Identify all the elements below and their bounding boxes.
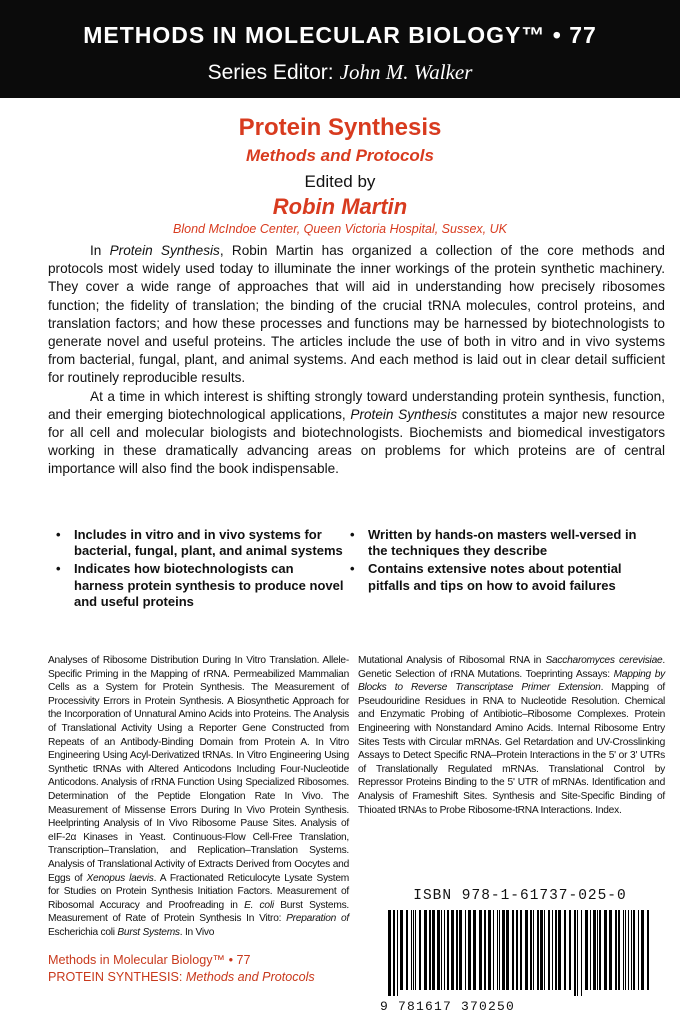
- barcode-bar: [641, 910, 644, 990]
- barcode-bar: [615, 910, 617, 990]
- barcode-digits: 9 781617 370250: [380, 999, 516, 1014]
- feature-bullet: • Indicates how biotechnologists can harness protein synthesis to produce novel and useful proteins: [56, 561, 344, 609]
- barcode-bar: [424, 910, 427, 990]
- barcode-bar: [599, 910, 601, 990]
- barcode-bar: [406, 910, 408, 990]
- book-description: [48, 242, 665, 479]
- barcode-bar: [618, 910, 620, 990]
- barcode-bar: [415, 910, 416, 990]
- barcode-bar: [590, 910, 591, 990]
- book-title: Protein Synthesis: [238, 114, 442, 141]
- bullet-icon: •: [56, 561, 61, 577]
- bullet-icon: •: [350, 561, 355, 577]
- barcode-bar: [520, 910, 522, 990]
- barcode-bar: [493, 910, 494, 990]
- barcode-bar: [625, 910, 626, 990]
- barcode-bar: [473, 910, 476, 990]
- barcode-bar: [552, 910, 553, 990]
- barcode-bar: [459, 910, 462, 990]
- barcode-bar: [638, 910, 639, 990]
- series-editor: [0, 60, 680, 85]
- barcode-bar: [447, 910, 449, 990]
- barcode-bar: [400, 910, 403, 990]
- barcode-bar: [411, 910, 412, 990]
- barcode-bar: [484, 910, 486, 990]
- barcode-bar: [397, 910, 398, 996]
- description-paragraph: At a time in which interest is shifting strongly toward understanding protein synthesis, function, and their emerging biotechnological applications, Protein Synthesis constitutes a major new resource for all cell and molecular biologists and biotechnologists. Biochemists and biomedical investigators working in these dramatically advancing areas on problems for which proteins are of central importance will also find the book indispensable.: [48, 388, 665, 477]
- barcode-bar: [441, 910, 442, 990]
- barcode-bar: [647, 910, 649, 990]
- barcode-bar: [533, 910, 534, 990]
- footer-title-line: PROTEIN SYNTHESIS: Methods and Protocols: [48, 970, 315, 984]
- barcode-bar: [479, 910, 482, 990]
- feature-bullet: • Written by hands-on masters well-versed in the techniques they describe: [350, 527, 637, 559]
- barcode-bar: [597, 910, 598, 990]
- contents-column-right: Mutational Analysis of Ribosomal RNA in Saccharomyces cerevisiae. Genetic Selection of rRNA Mutations. Toeprinting Assays: Mapping by Blocks to Reverse Transcriptase Primer Extension. Mapping of Pseudouridine Residues in RNA to Nucleotide Resolution. Chemical and Enzymatic Probing of Antibiotic–Ribosome Complexes. Protein Engineering with Nonstandard Amino Acids. Internal Ribosome Entry Sites Tests with Circular mRNAs. Gel Retardation and UV-Crosslinking Assays to Detect Specific RNA–Protein Interactions in the 5' or 3' UTRs of Translationally Regulated mRNAs. Translational Control by Repressor Proteins Binding to the 5' UTR of mRNAs. Identification and Analysis of Frameshift Sites. Synthesis and Site-Specific Binding of Thioated tRNAs to Probe Ribosome-tRNA Interactions. Index.: [358, 655, 666, 816]
- author-affiliation: Blond McIndoe Center, Queen Victoria Hospital, Sussex, UK: [173, 222, 507, 236]
- footer-series-line: Methods in Molecular Biology™ • 77: [48, 953, 251, 967]
- feature-list-right: [350, 527, 650, 596]
- barcode-bar: [628, 910, 629, 990]
- barcode-bar: [444, 910, 445, 990]
- barcode-bar: [581, 910, 582, 996]
- barcode-bar: [388, 910, 391, 996]
- barcode-bar: [558, 910, 561, 990]
- barcode-bar: [623, 910, 624, 990]
- barcode-bar: [525, 910, 528, 990]
- feature-list-left: [56, 527, 346, 612]
- barcode-bar: [537, 910, 539, 990]
- barcode-bar: [530, 910, 532, 990]
- barcode-bar: [516, 910, 518, 990]
- barcode-bar: [437, 910, 440, 990]
- barcode-bar: [506, 910, 509, 990]
- series-editor-name: John M. Walker: [339, 60, 473, 84]
- series-title: METHODS IN MOLECULAR BIOLOGY™ • 77: [83, 22, 597, 48]
- barcode-bar: [555, 910, 557, 990]
- barcode-bar: [451, 910, 454, 990]
- series-editor-label: Series Editor:: [207, 61, 334, 84]
- barcode-icon: [386, 910, 652, 996]
- barcode-bar: [604, 910, 607, 990]
- barcode-bar: [419, 910, 421, 990]
- barcode-bar: [499, 910, 500, 990]
- book-subtitle: Methods and Protocols: [246, 146, 434, 165]
- series-banner: [0, 0, 680, 98]
- barcode-bar: [465, 910, 466, 990]
- description-paragraph: In Protein Synthesis, Robin Martin has organized a collection of the core methods and protocols most widely used today to illuminate the inner workings of the protein synthetic machinery. They cover a wide range of approaches that will aid in understanding how precisely ribosomes function; the fidelity of translation; the binding of the crucial tRNA molecules, control proteins, and translation factors; and how these processes and functions may be harnessed by biotechnologists to generate novel and useful proteins. The articles include the use of both in vitro and in vivo systems from bacterial, fungal, plant, and animal systems. And each method is laid out in clear detail sufficient for routinely reproducible results.: [48, 243, 665, 386]
- barcode-bar: [548, 910, 550, 990]
- barcode-bar: [577, 910, 578, 996]
- isbn-label: ISBN 978-1-61737-025-0: [413, 888, 627, 904]
- bullet-icon: •: [56, 527, 61, 542]
- barcode-bar: [633, 910, 635, 990]
- bullet-icon: •: [350, 527, 355, 542]
- barcode-bar: [393, 910, 395, 996]
- feature-bullet: • Contains extensive notes about potential pitfalls and tips on how to avoid failures: [350, 561, 622, 593]
- barcode-bar: [564, 910, 566, 990]
- author-name: Robin Martin: [272, 194, 408, 219]
- edited-by-label: Edited by: [304, 172, 376, 191]
- barcode-bar: [593, 910, 596, 990]
- barcode-bar: [512, 910, 514, 990]
- barcode-bar: [574, 910, 576, 996]
- barcode-bar: [468, 910, 471, 990]
- barcode-bar: [631, 910, 632, 990]
- series-footer: [48, 952, 315, 986]
- barcode-bar: [488, 910, 491, 990]
- barcode-bar: [569, 910, 571, 990]
- barcode-bar: [502, 910, 505, 990]
- barcode-bar: [544, 910, 545, 990]
- barcode-bar: [413, 910, 414, 990]
- barcode-bar: [497, 910, 498, 990]
- barcode-bar: [585, 910, 588, 990]
- contents-column-left: Analyses of Ribosome Distribution During In Vitro Translation. Allele-Specific Priming in the Mapping of rRNA. Permeabilized Mammalian Cells as a System for Protein Synthesis. The Measurement of Processivity Errors in Protein Synthesis. A Biosynthetic Approach for the Incorporation of Unnatural Amino Acids into Proteins. The Analysis of Translational Activity Using a Reporter Gene Constructed from Repeats of an Antibody-Binding Domain from Protein A. In Vitro Engineering Using Acyl-Derivatized tRNAs. In Vitro Engineering Using Synthetic tRNAs with Altered Anticodons Including Four-Nucleotide Anticodons. Analysis of rRNA Function Using Specialized Ribosomes. Determination of the Peptide Elongation Rate In Vivo. The Measurement of Missense Errors During In Vivo Protein Synthesis. Heelprinting Analysis of In Vivo Ribosome Pause Sites. Analysis of eIF-2α Kinases in Yeast. Continuous-Flow Cell-Free Translation, Transcription–Translation, and Replication–Translation Systems. Analysis of Translational Activity of Extracts Derived from Oocytes and Eggs of Xenopus laevis. A Fractionated Reticulocyte Lysate System for Studies on Protein Synthesis Initiation Factors. Measurement of Ribosomal Accuracy and Proofreading in E. coli Burst Systems. Measurement of Rate of Protein Synthesis In Vitro: Preparation of Escherichia coli Burst Systems. In Vivo: [48, 655, 349, 938]
- barcode-bar: [432, 910, 435, 990]
- barcode-bar: [456, 910, 458, 990]
- feature-bullet: • Includes in vitro and in vivo systems for bacterial, fungal, plant, and animal systems: [56, 527, 343, 559]
- barcode-bar: [609, 910, 612, 990]
- barcode-bar: [540, 910, 543, 990]
- barcode-bar: [429, 910, 431, 990]
